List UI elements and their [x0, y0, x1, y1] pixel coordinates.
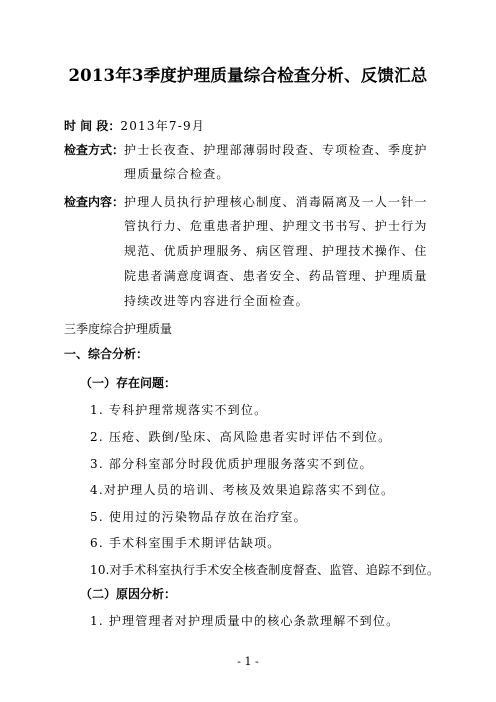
causes-heading: （二）原因分析：	[80, 587, 177, 601]
problem-item-1: 1. 专科护理常规落实不到位。	[90, 403, 268, 417]
part-one-heading: 一、综合分析：	[64, 347, 149, 361]
content-line-1: 护理人员执行护理核心制度、消毒隔离及一人一针一	[124, 195, 428, 209]
problem-item-7: 10.对手术科室执行手术安全核查制度督查、监管、追踪不到位。	[90, 563, 440, 577]
period-value: 2013年7-9月	[120, 119, 206, 133]
content-line-5: 持续改进等内容进行全面检查。	[124, 294, 309, 308]
content-label: 检查内容：	[64, 195, 125, 209]
method-line-1: 护士长夜查、护理部薄弱时段查、专项检查、季度护	[124, 143, 428, 157]
method-line-2: 理质量综合检查。	[124, 167, 230, 181]
problem-item-3: 3. 部分科室部分时段优质护理服务落实不到位。	[90, 457, 373, 471]
problem-item-4: 4.对护理人员的培训、考核及效果追踪落实不到位。	[90, 483, 395, 497]
content-line-3: 规范、优质护理服务、病区管理、护理技术操作、住	[124, 244, 428, 258]
problems-heading: （一）存在问题：	[80, 376, 177, 390]
page-number: - 1 -	[237, 655, 259, 668]
problem-item-2: 2. 压疮、跌倒/坠床、高风险患者实时评估不到位。	[90, 430, 392, 444]
content-line-4: 院患者满意度调查、患者安全、药品管理、护理质量	[124, 269, 428, 283]
problem-item-5: 5. 使用过的污染物品存放在治疗室。	[90, 510, 307, 524]
period-row	[64, 118, 205, 134]
period-label: 时 间 段：	[64, 119, 121, 133]
method-row	[64, 142, 428, 158]
method-label: 检查方式：	[64, 143, 125, 157]
content-row	[64, 194, 428, 210]
document-title: 2013年3季度护理质量综合检查分析、反馈汇总	[68, 66, 428, 85]
content-line-2: 管执行力、危重患者护理、护理文书书写、护士行为	[124, 219, 428, 233]
cause-item-1: 1. 护理管理者对护理质量中的核心条款理解不到位。	[90, 614, 400, 628]
problem-item-6: 6. 手术科室围手术期评估缺项。	[90, 536, 281, 550]
section-title: 三季度综合护理质量	[64, 322, 173, 336]
